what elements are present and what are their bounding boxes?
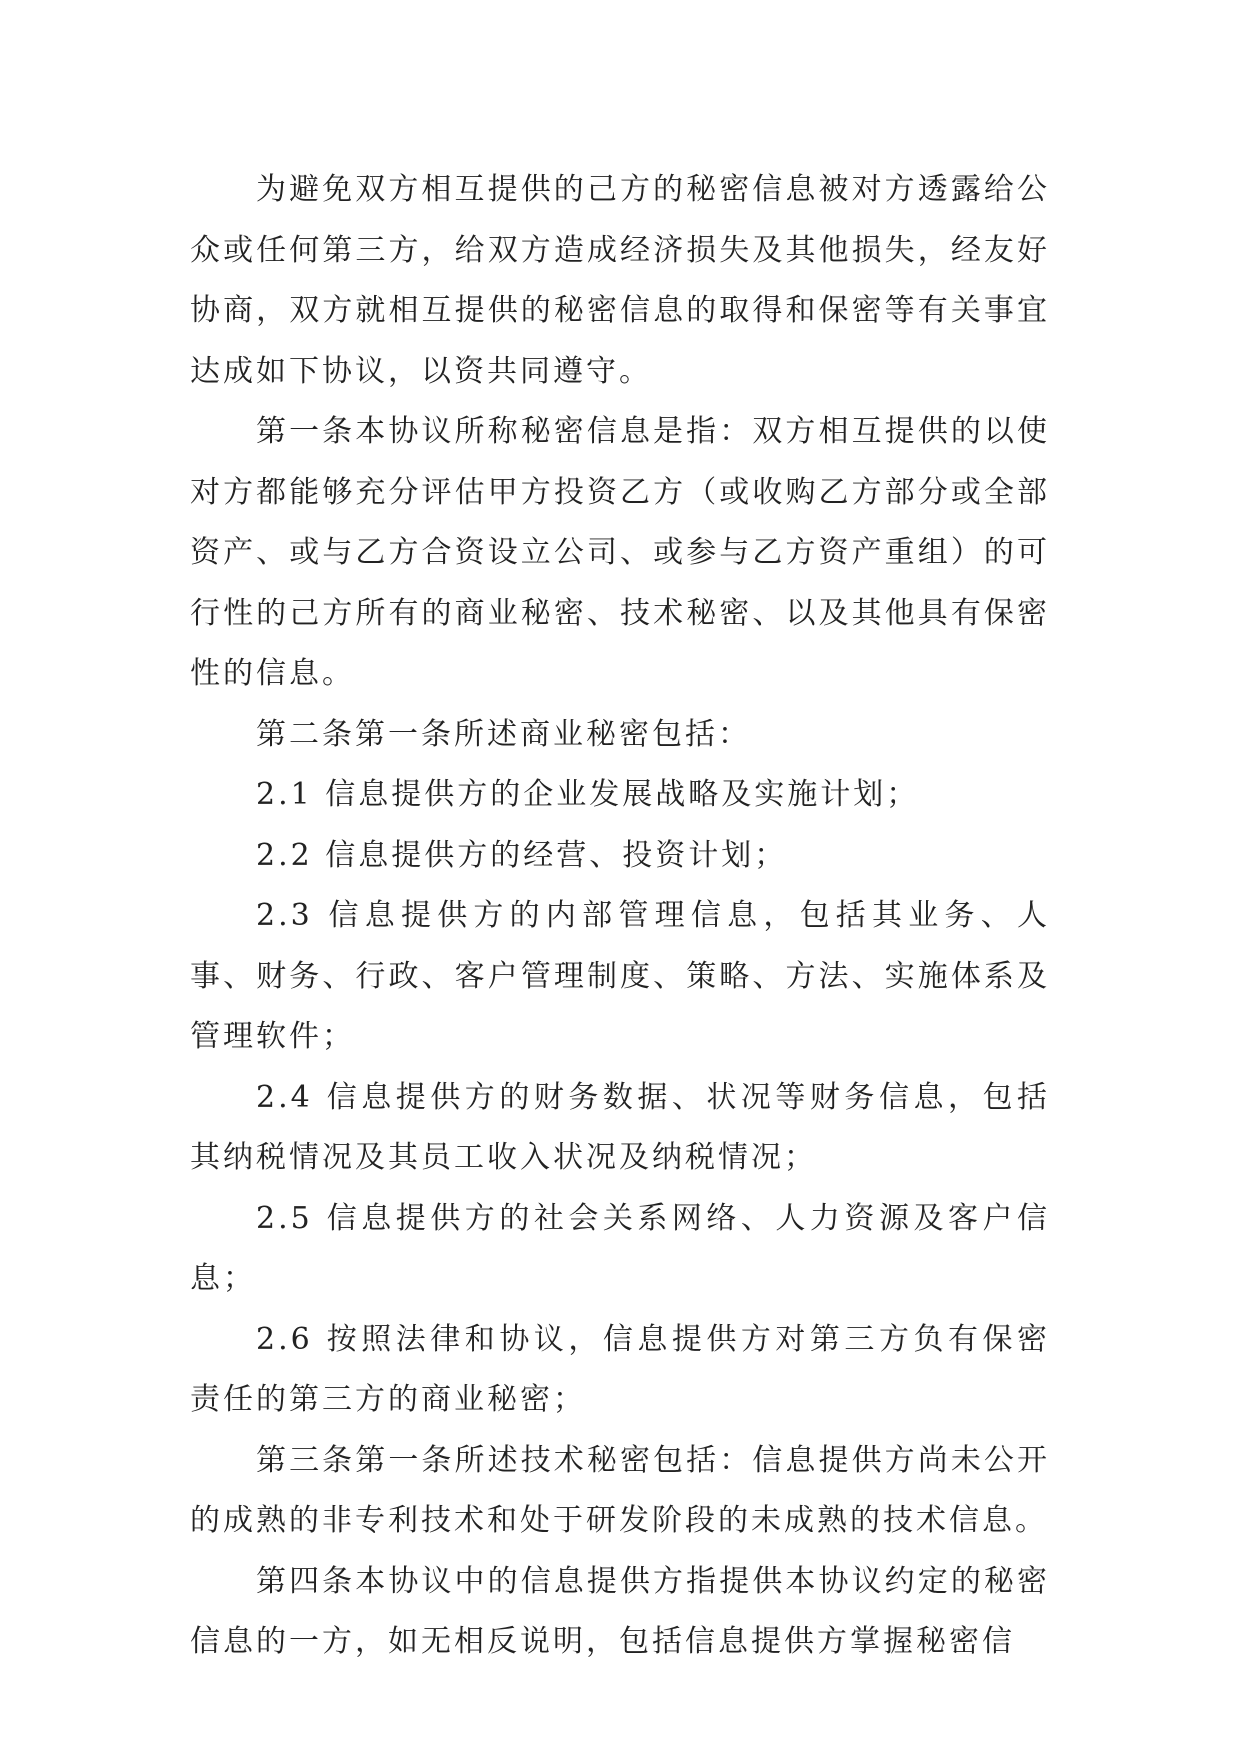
- paragraph-article-3: 第三条第一条所述技术秘密包括：信息提供方尚未公开的成熟的非专利技术和处于研发阶段的未成熟的技术信息。: [190, 1442, 1050, 1538]
- paragraph-item-2-4: 2.4 信息提供方的财务数据、状况等财务信息，包括其纳税情况及其员工收入状况及纳税情况；: [190, 1079, 1050, 1175]
- paragraph-preamble: 为避免双方相互提供的己方的秘密信息被对方透露给公众或任何第三方，给双方造成经济损失及其他损失，经友好协商，双方就相互提供的秘密信息的取得和保密等有关事宜达成如下协议，以资共同遵守。: [190, 172, 1050, 389]
- paragraph-item-2-6: 2.6 按照法律和协议，信息提供方对第三方负有保密责任的第三方的商业秘密；: [190, 1321, 1050, 1417]
- paragraph-item-2-5: 2.5 信息提供方的社会关系网络、人力资源及客户信息；: [190, 1200, 1050, 1296]
- paragraph-item-2-1: 2.1 信息提供方的企业发展战略及实施计划；: [256, 777, 920, 812]
- paragraph-item-2-3: 2.3 信息提供方的内部管理信息，包括其业务、人事、财务、行政、客户管理制度、策略、方法、实施体系及管理软件；: [190, 898, 1050, 1054]
- paragraph-article-2: 第二条第一条所述商业秘密包括：: [256, 716, 751, 752]
- paragraph-article-4: 第四条本协议中的信息提供方指提供本协议约定的秘密信息的一方，如无相反说明，包括信息提供方掌握秘密信: [190, 1563, 1050, 1659]
- paragraph-article-1: 第一条本协议所称秘密信息是指：双方相互提供的以使对方都能够充分评估甲方投资乙方（或收购乙方部分或全部资产、或与乙方合资设立公司、或参与乙方资产重组）的可行性的己方所有的商业秘密、技术秘密、以及其他具有保密性的信息。: [190, 414, 1050, 691]
- document-body: [190, 160, 1050, 1673]
- paragraph-item-2-2: 2.2 信息提供方的经营、投资计划；: [256, 837, 788, 873]
